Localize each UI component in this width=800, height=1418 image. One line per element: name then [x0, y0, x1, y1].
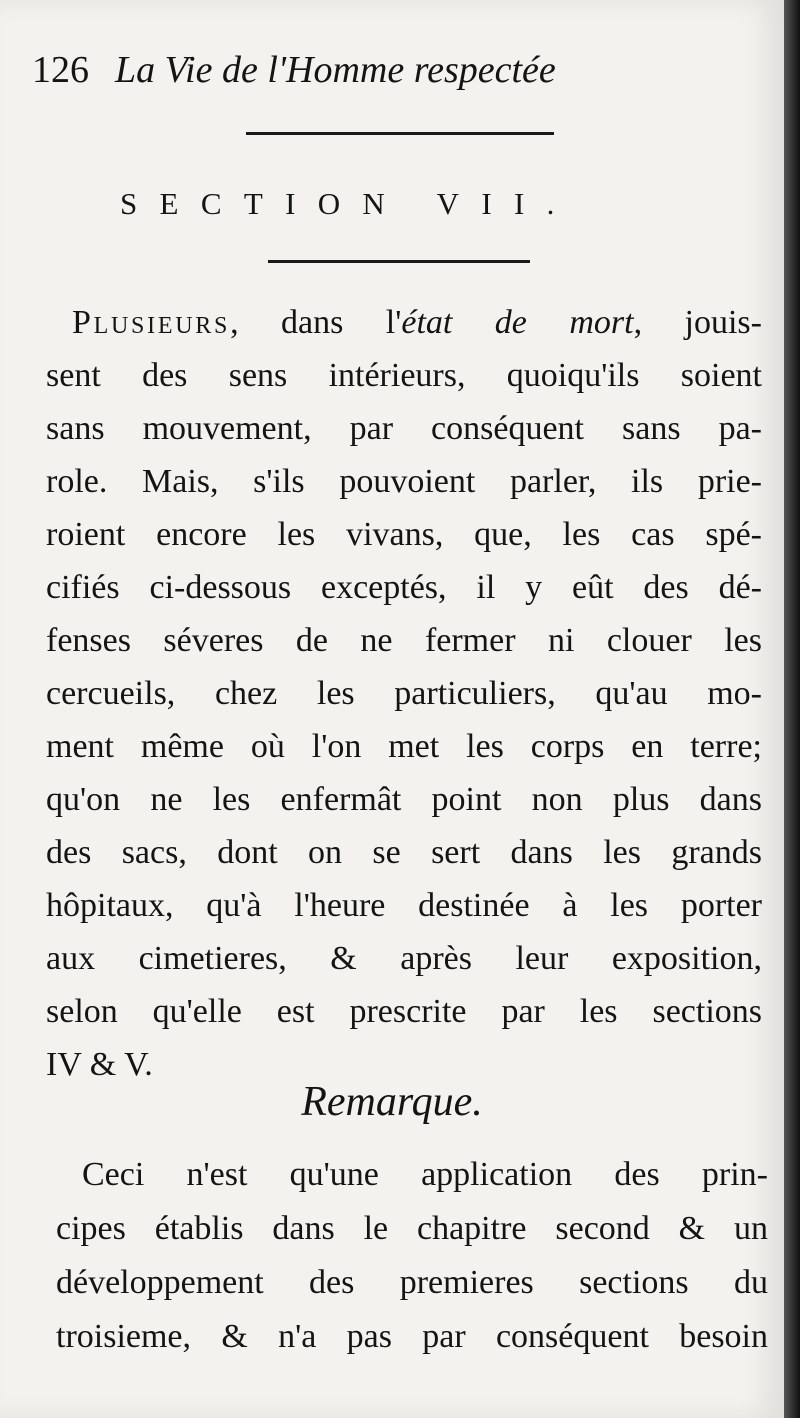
section-paragraph [46, 296, 762, 1091]
page-number: 126 [32, 49, 89, 91]
paragraph-line: role. Mais, s'ils pouvoient parler, ils prie- [46, 463, 762, 500]
paragraph-line: selon qu'elle est prescrite par les sections [46, 993, 762, 1030]
paragraph-line [46, 296, 762, 349]
paragraph-line: IV & V. [46, 1046, 153, 1083]
paragraph-line: aux cimetieres, & après leur exposition, [46, 940, 762, 977]
paragraph-line: des sacs, dont on se sert dans les grands [46, 834, 762, 871]
line-text: , jouis- [633, 304, 762, 341]
italic-phrase: état de mort [401, 304, 634, 341]
paragraph-line: ment même où l'on met les corps en terre; [46, 728, 762, 765]
bottom-rule [268, 260, 530, 263]
paragraph-line: cifiés ci-dessous exceptés, il y eût des dé- [46, 569, 762, 606]
paragraph-line: sans mouvement, par conséquent sans pa- [46, 410, 762, 447]
page-edge-shadow [784, 0, 800, 1418]
remark-heading: Remarque. [301, 1079, 483, 1125]
paragraph-line: sent des sens intérieurs, quoiqu'ils soient [46, 357, 762, 394]
lead-word: Plusieurs [72, 304, 231, 341]
top-rule [246, 132, 554, 135]
running-title: La Vie de l'Homme respectée [115, 49, 556, 91]
remark-paragraph [56, 1148, 768, 1364]
paragraph-line: fenses séveres de ne fermer ni clouer les [46, 622, 762, 659]
paragraph-line: roient encore les vivans, que, les cas spé- [46, 516, 762, 553]
paragraph-line: cercueils, chez les particuliers, qu'au mo- [46, 675, 762, 712]
line-text: , dans l' [230, 304, 402, 341]
remark-line: Ceci n'est qu'une application des prin- [82, 1156, 768, 1193]
remark-line: développement des premieres sections du [56, 1264, 768, 1301]
remark-line: troisieme, & n'a pas par conséquent besoin [56, 1318, 768, 1355]
section-heading: SECTION VII. [120, 186, 577, 221]
paragraph-line: qu'on ne les enfermât point non plus dans [46, 781, 762, 818]
paragraph-line: hôpitaux, qu'à l'heure destinée à les porter [46, 887, 762, 924]
remark-line: cipes établis dans le chapitre second & un [56, 1210, 768, 1247]
running-head [32, 40, 732, 100]
